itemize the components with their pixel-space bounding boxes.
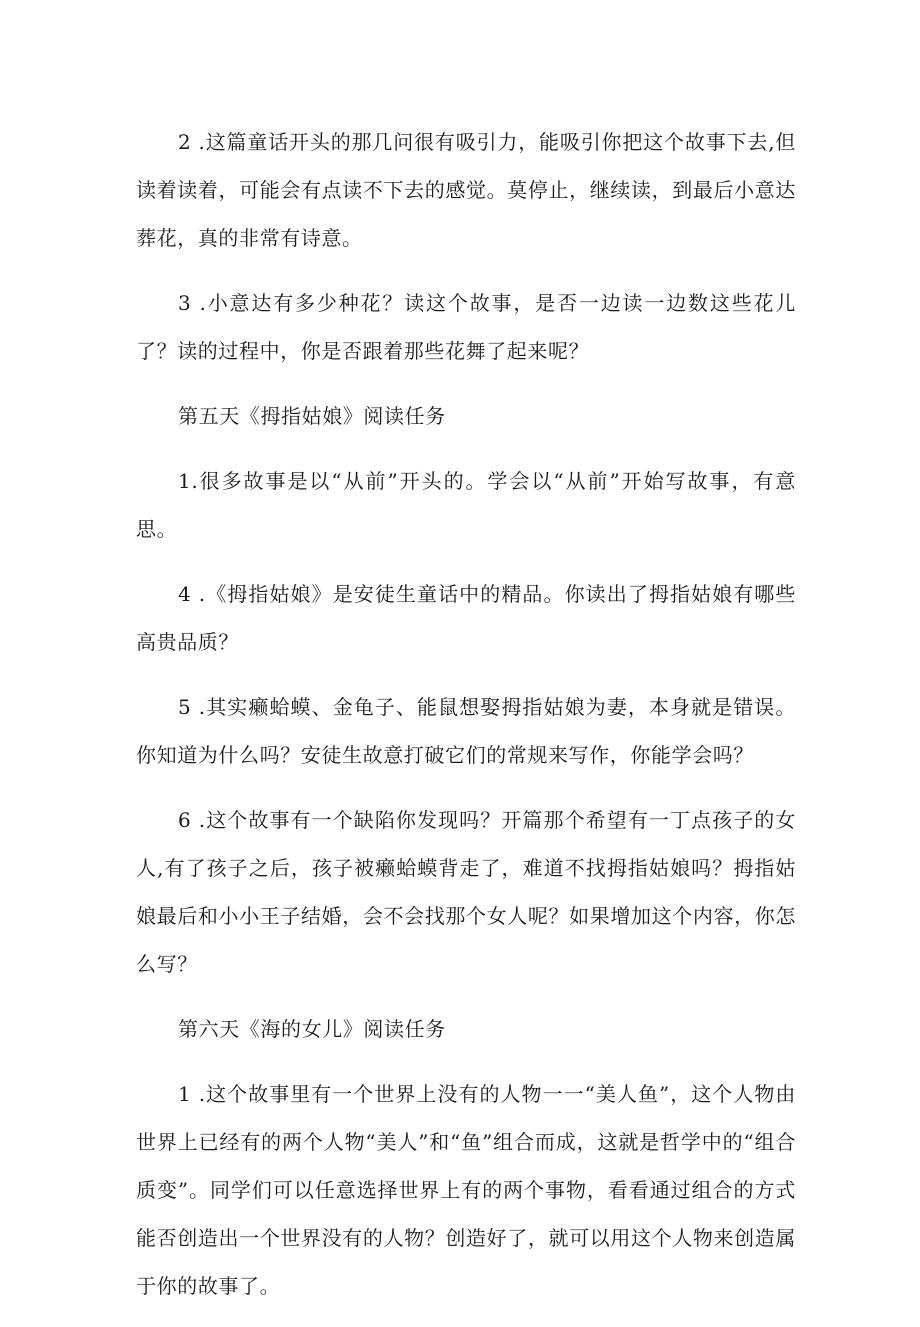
paragraph-item-6: 6 .这个故事有一个缺陷你发现吗？开篇那个希望有一丁点孩子的女人,有了孩子之后，孩子被癞蛤蟆背走了，难道不找拇指姑娘吗？拇指姑娘最后和小小王子结婚，会不会找那个女人呢？如果增加这个内容，你怎么写？: [136, 808, 796, 976]
section-heading-day-five: 第五天《拇指姑娘》阅读任务: [178, 404, 446, 428]
paragraph-item-5: 5 .其实癞蛤蟆、金龟子、能鼠想娶拇指姑娘为妻，本身就是错误。你知道为什么吗？安徒生故意打破它们的常规来写作，你能学会吗？: [136, 695, 796, 767]
section-heading-day-six: 第六天《海的女儿》阅读任务: [178, 1017, 446, 1041]
paragraph-item-4: 4 .《拇指姑娘》是安徒生童话中的精品。你读出了拇指姑娘有哪些高贵品质？: [136, 582, 796, 654]
paragraph-item-3: 3 .小意达有多少种花？读这个故事，是否一边读一边数这些花儿了？读的过程中，你是否跟着那些花舞了起来呢？: [136, 291, 796, 363]
paragraph-item-1-day-five: 1.很多故事是以“从前”开头的。学会以“从前”开始写故事，有意思。: [136, 469, 796, 541]
paragraph-item-2: 2 .这篇童话开头的那几问很有吸引力，能吸引你把这个故事下去,但读着读着，可能会有点读不下去的感觉。莫停止，继续读，到最后小意达葬花，真的非常有诗意。: [136, 130, 796, 250]
document-body: [136, 118, 796, 1327]
paragraph-item-1-day-six: 1 .这个故事里有一个世界上没有的人物一一“美人鱼”，这个人物由世界上已经有的两个人物“美人”和“鱼”组合而成，这就是哲学中的“组合质变”。同学们可以任意选择世界上有的两个事物，看看通过组合的方式能否创造出一个世界没有的人物？创造好了，就可以用这个人物来创造属于你的故事了。: [136, 1082, 796, 1298]
